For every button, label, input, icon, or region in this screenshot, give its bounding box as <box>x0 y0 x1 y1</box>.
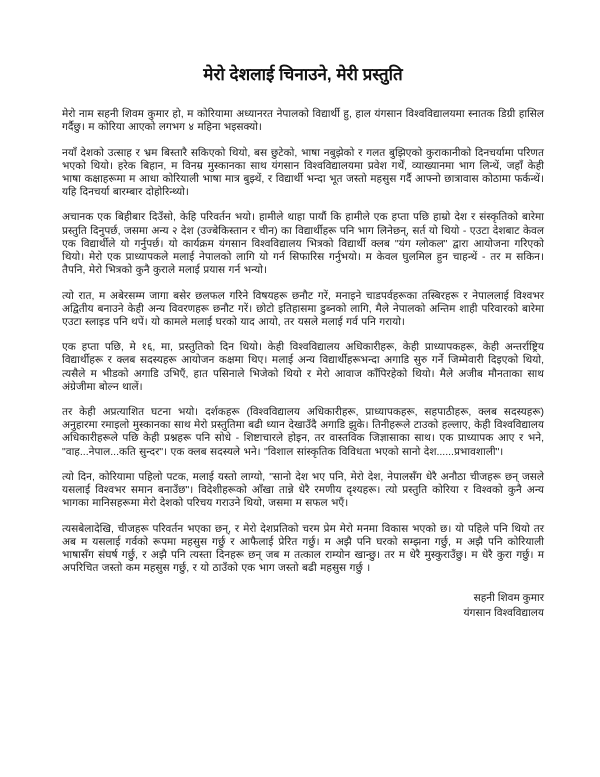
paragraph-intro: मेरो नाम सहनी शिवम कुमार हो, म कोरियामा अध्यानरत नेपालको विद्यार्थी हु, हाल यंगसान विश्वविद्यालयमा स्नातक डिग्री हासिल गर्दैछु। म कोरिया आएको लगभग ४ महिना भइसक्यो। <box>62 108 544 134</box>
paragraph-audience-reaction: तर केही अप्रत्याशित घटना भयो। दर्शकहरू (विश्वविद्यालय अधिकारीहरू, प्राध्यापकहरू, सहपाठीहरू, क्लब सदस्यहरू) अनुहारमा रमाइलो मुस्कानका साथ मेरो प्रस्तुतिमा बढी ध्यान देखाउँदै अगाडि झुके। तिनीहरूले टाउको हल्लाए, केही विश्वविद्यालय अधिकारीहरूले पछि केही प्रश्नहरू पनि सोधे - शिष्टाचारले होइन, तर वास्तविक जिज्ञासाका साथ। एक प्राध्यापक आए र भने, "वाह...नेपाल...कति सुन्दर"। एक क्लब सदस्यले भने। "विशाल सांस्कृतिक विविधता भएको सानो देश......प्रभावशाली"। <box>62 406 544 458</box>
paragraph-realization: त्यो दिन, कोरियामा पहिलो पटक, मलाई यस्तो लाग्यो, "सानो देश भए पनि, मेरो देश, नेपालसँग धेरै अनौठा चीजहरू छन् जसले यसलाई विश्वभर समान बनाउँछ"। विदेशीहरूको आँखा तान्ने धेरै रमणीय दृश्यहरू। त्यो प्रस्तुति कोरिया र विश्वको कुनै अन्य भागका मानिसहरूमा मेरो देशको परिचय गराउने थियो, जसमा म सफल भएँ। <box>62 470 544 510</box>
paragraph-presentation-day: एक हप्ता पछि, मे १६, मा, प्रस्तुतिको दिन थियो। केही विश्वविद्यालय अधिकारीहरू, केही प्राध्यापकहरू, केही अन्तर्राष्ट्रिय विद्यार्थीहरू र क्लब सदस्यहरू आयोजन कक्षमा थिए। मलाई अन्य विद्यार्थीहरूभन्दा अगाडि सुरु गर्ने जिम्मेवारी दिइएको थियो, त्यसैले म भीडको अगाडि उभिएँ, हात पसिनाले भिजेको थियो र मेरो आवाज काँपिरहेको थियो। मैले अजीब मौनताका साथ अंग्रेजीमा बोल्न थालें। <box>62 341 544 393</box>
document-title: मेरो देशलाई चिनाउने, मेरी प्रस्तुति <box>203 65 403 84</box>
paragraph-announcement: अचानक एक बिहीबार दिउँसो, केहि परिवर्तन भयो। हामीले थाहा पायौं कि हामीले एक हप्ता पछि हाम्रो देश र संस्कृतिको बारेमा प्रस्तुति दिनुपर्छ, जसमा अन्य २ देश (उज्बेकिस्तान र चीन) का विद्यार्थीहरू पनि भाग लिनेछन्, सर्त यो थियो - एउटा देशबाट केवल एक विद्यार्थीले यो गर्नुपर्छ। यो कार्यक्रम यंगसान विश्वविद्यालय भित्रको विद्यार्थी क्लब "यंग ग्लोकल" द्वारा आयोजना गरिएको थियो। मेरो एक प्राध्यापकले मलाई नेपालको लागि यो गर्न सिफारिस गर्नुभयो। म केवल घुलमिल हुन चाहन्थें - तर म सकिन। तैपनि, मेरो भित्रको कुनै कुराले मलाई प्रयास गर्न भन्यो। <box>62 211 544 277</box>
signature-affiliation: यंगसान विश्वविद्यालय <box>463 607 544 620</box>
signature-name: सहनी शिवम कुमार <box>473 592 544 605</box>
paragraph-conclusion: त्यसबेलादेखि, चीजहरू परिवर्तन भएका छन्, र मेरो देशप्रतिको चरम प्रेम मेरो मनमा विकास भएको छ। यो पहिले पनि थियो तर अब म यसलाई गर्वको रूपमा महसुस गर्छु र आफैलाई प्रेरित गर्छु। म अझै पनि घरको सम्झना गर्छु, म अझै पनि कोरियाली भाषासँग संघर्ष गर्छु, र अझै पनि त्यस्ता दिनहरू छन् जब म तत्काल राम्योन खान्छु। तर म धेरै मुस्कुराउँछु। म धेरै कुरा गर्छु। म अपरिचित जस्तो कम महसुस गर्छु, र यो ठाउँको एक भाग जस्तो बढी महसुस गर्छु । <box>62 522 544 575</box>
signature-block <box>62 591 544 620</box>
paragraph-preparation: त्यो रात, म अबेरसम्म जागा बसेर छलफल गरिने विषयहरू छनौट गरें, मनाइने चाडपर्वहरूका तस्बिरहरू र नेपाललाई विश्वभर अद्वितीय बनाउने केही अन्य विवरणहरू छनौट गरें। छोटो इतिहासमा डुब्नको लागि, मैले नेपालको अन्तिम शाही परिवारको बारेमा एउटा स्लाइड पनि थपें। यो कामले मलाई घरको याद आयो, तर यसले मलाई गर्व पनि गरायो। <box>62 289 544 328</box>
paragraph-routine: नयाँ देशको उत्साह र भ्रम बिस्तारै सकिएको थियो, बस छुटेको, भाषा नबुझेको र गलत बुझिएको कुराकानीको दिनचर्यामा परिणत भएको थियो। हरेक बिहान, म विनम्र मुस्कानका साथ यंगसान विश्वविद्यालयमा प्रवेश गर्थें, व्याख्यानमा भाग लिन्थें, जहाँ केही भाषा कक्षाहरूमा म आधा कोरियाली भाषा मात्र बुझ्थें, र विद्यार्थी भन्दा भूत जस्तो महसुस गर्दै आफ्नो छात्रावास कोठामा फर्कन्थें। यहि दिनचर्या बारम्बार दोहोरिन्थ्यो। <box>62 146 544 199</box>
